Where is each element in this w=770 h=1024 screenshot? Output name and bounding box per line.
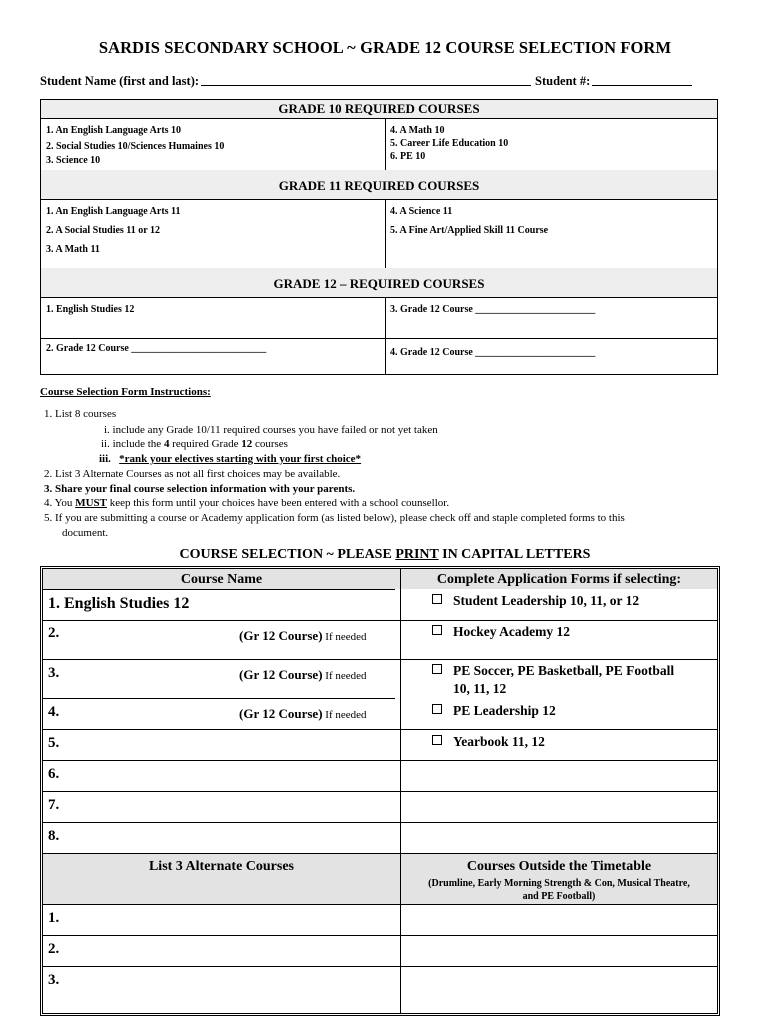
gr12-course-note: (Gr 12 Course) If needed (239, 667, 367, 682)
instruction-item: 3. Share your final course selection information with your parents. (44, 483, 356, 495)
row-rule (43, 904, 717, 905)
grade11-course: 4. A Science 11 (390, 206, 453, 217)
app-option-pe-leadership[interactable]: PE Leadership 12 (432, 703, 556, 719)
gr12-course-note: (Gr 12 Course) If needed (239, 628, 367, 643)
grade11-header: GRADE 11 REQUIRED COURSES (41, 170, 717, 200)
row-rule (43, 966, 717, 967)
row-rule (43, 589, 395, 590)
instruction-item: 1. List 8 courses (44, 408, 117, 420)
outside-timetable-header: Courses Outside the Timetable (466, 859, 652, 874)
course-name-header: Course Name (180, 572, 263, 587)
grade10-course: 6. PE 10 (390, 151, 426, 162)
student-info-line (40, 74, 720, 89)
course-row-3[interactable]: 3. (48, 665, 60, 681)
grade11-course: 2. A Social Studies 11 or 12 (46, 225, 161, 236)
course-row-5[interactable]: 5. (48, 735, 60, 751)
grade12-header: GRADE 12 – REQUIRED COURSES (41, 268, 717, 298)
alternate-row-2[interactable]: 2. (48, 941, 60, 957)
course-selection-table (40, 566, 720, 1016)
outside-timetable-subtitle: (Drumline, Early Morning Strength & Con, Musical Theatre, (428, 878, 690, 889)
grade12-course: 1. English Studies 12 (46, 304, 135, 315)
instruction-subitem: ii. include the 4 required Grade 12 courses (101, 438, 288, 450)
row-rule (43, 729, 717, 730)
grade11-course: 5. A Fine Art/Applied Skill 11 Course (390, 225, 549, 236)
checkbox-icon[interactable] (432, 625, 442, 635)
app-option-pe-sports-grades: 10, 11, 12 (453, 681, 507, 696)
grade12-divider (385, 298, 386, 374)
checkbox-icon[interactable] (432, 664, 442, 674)
grade12-course-field[interactable]: 3. Grade 12 Course ________________________ (390, 304, 596, 315)
row-rule (43, 853, 717, 854)
grade10-divider (385, 119, 386, 170)
required-courses-table (40, 99, 718, 375)
grade10-course: 4. A Math 10 (390, 125, 445, 136)
grade10-course: 3. Science 10 (46, 155, 101, 166)
grade10-header: GRADE 10 REQUIRED COURSES (41, 100, 717, 119)
grade12-course-field[interactable]: 2. Grade 12 Course ___________________________ (46, 343, 267, 354)
outside-timetable-subtitle: and PE Football) (522, 891, 596, 902)
course-row-1[interactable]: 1. English Studies 12 (48, 595, 190, 612)
app-option-pe-sports[interactable]: PE Soccer, PE Basketball, PE Football (432, 663, 674, 679)
course-row-4[interactable]: 4. (48, 704, 60, 720)
course-row-7[interactable]: 7. (48, 797, 60, 813)
app-option-hockey-academy[interactable]: Hockey Academy 12 (432, 624, 570, 640)
row-rule (43, 760, 717, 761)
checkbox-icon[interactable] (432, 594, 442, 604)
grade12-course-field[interactable]: 4. Grade 12 Course ________________________ (390, 347, 596, 358)
checkbox-icon[interactable] (432, 704, 442, 714)
row-rule (43, 791, 717, 792)
alternate-row-3[interactable]: 3. (48, 972, 60, 988)
instruction-subitem: i. include any Grade 10/11 required courses you have failed or not yet taken (104, 424, 438, 436)
grade11-course: 1. An English Language Arts 11 (46, 206, 181, 217)
course-row-2[interactable]: 2. (48, 625, 60, 641)
instruction-item: 5. If you are submitting a course or Academy application form (as listed below), please check off and staple completed forms to this (44, 512, 625, 524)
alternate-courses-header: List 3 Alternate Courses (148, 859, 295, 874)
grade11-divider (385, 200, 386, 268)
form-title: SARDIS SECONDARY SCHOOL ~ GRADE 12 COURSE SELECTION FORM (98, 38, 672, 57)
course-selection-title: COURSE SELECTION ~ PLEASE PRINT IN CAPITAL LETTERS (179, 547, 591, 562)
row-rule (43, 620, 717, 621)
row-rule (43, 698, 395, 699)
grade10-course: 1. An English Language Arts 10 (46, 125, 182, 136)
row-rule (43, 659, 717, 660)
instruction-item-continued: document. (62, 527, 109, 539)
app-option-student-leadership[interactable]: Student Leadership 10, 11, or 12 (432, 593, 639, 609)
grade10-course: 2. Social Studies 10/Sciences Humaines 10 (46, 141, 225, 152)
instruction-item: 4. You MUST keep this form until your choices have been entered with a school counsellor. (44, 497, 450, 509)
row-rule (43, 935, 717, 936)
alternate-row-1[interactable]: 1. (48, 910, 60, 926)
app-forms-header: Complete Application Forms if selecting: (436, 572, 682, 587)
app-option-yearbook[interactable]: Yearbook 11, 12 (432, 734, 545, 750)
grade10-course: 5. Career Life Education 10 (390, 138, 509, 149)
course-row-8[interactable]: 8. (48, 828, 60, 844)
row-rule (43, 822, 717, 823)
instructions-title: Course Selection Form Instructions: (40, 386, 211, 398)
gr12-course-note: (Gr 12 Course) If needed (239, 706, 367, 721)
instruction-item: 2. List 3 Alternate Courses as not all first choices may be available. (44, 468, 341, 480)
student-name-label: Student Name (first and last): (40, 74, 200, 88)
course-row-6[interactable]: 6. (48, 766, 60, 782)
grade12-row-rule (41, 338, 717, 339)
student-number-label: Student #: (535, 74, 591, 88)
checkbox-icon[interactable] (432, 735, 442, 745)
grade11-course: 3. A Math 11 (46, 244, 100, 255)
instruction-subitem: iii. *rank your electives starting with your first choice* (99, 453, 362, 465)
student-name-field[interactable] (201, 84, 531, 86)
student-number-field[interactable] (592, 84, 692, 86)
